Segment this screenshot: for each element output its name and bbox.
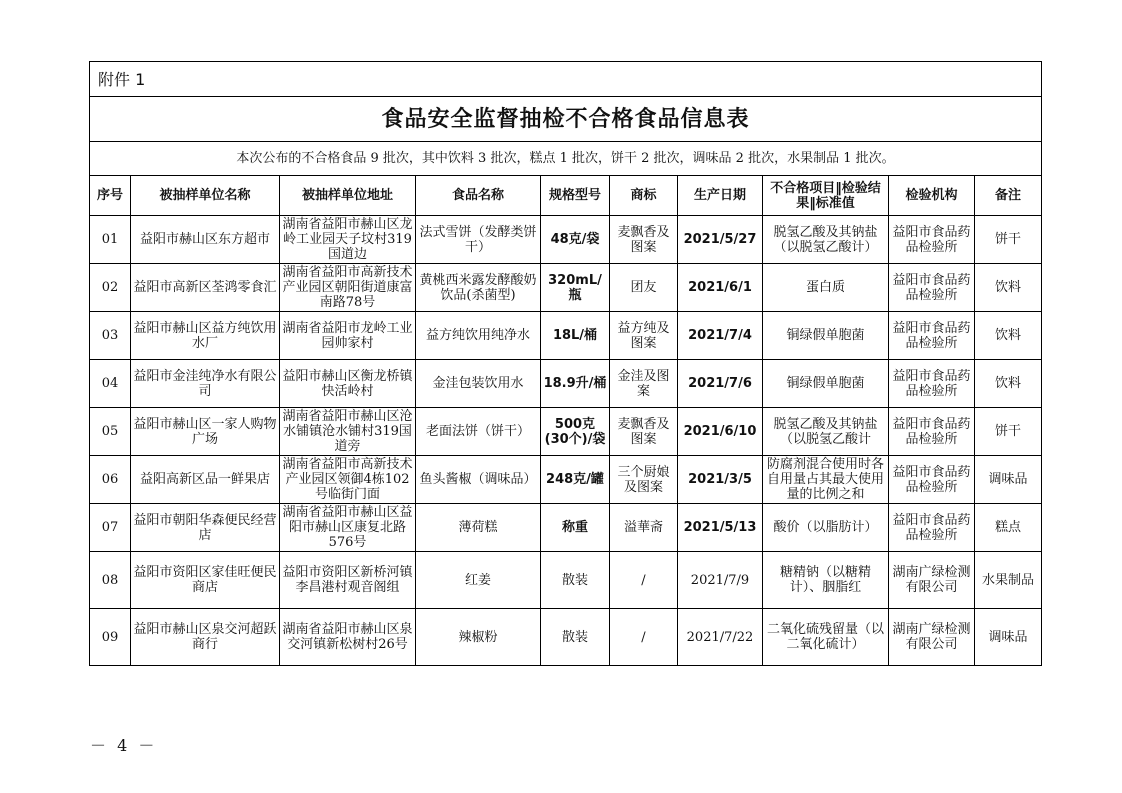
cell-item: 铜绿假单胞菌 [763,360,889,408]
cell-no: 07 [90,504,131,552]
cell-agency: 益阳市食品药品检验所 [889,456,975,504]
cell-address: 湖南省益阳市赫山区龙岭工业园天子坟村319国道边 [280,216,416,264]
cell-unit: 益阳市朝阳华森便民经营店 [131,504,280,552]
cell-brand: 溢華斋 [610,504,678,552]
info-table [89,61,1042,666]
cell-no: 06 [90,456,131,504]
table-row [90,408,1042,456]
col-header-food: 食品名称 [416,176,541,216]
cell-address: 湖南省益阳市赫山区益阳市赫山区康复北路576号 [280,504,416,552]
cell-agency: 益阳市食品药品检验所 [889,504,975,552]
cell-spec: 248克/罐 [541,456,610,504]
cell-unit: 益阳市高新区荃鸿零食汇 [131,264,280,312]
cell-note: 调味品 [975,609,1042,666]
cell-address: 湖南省益阳市高新技术产业园区朝阳街道康富南路78号 [280,264,416,312]
cell-brand: 三个厨娘及图案 [610,456,678,504]
cell-unit: 益阳市赫山区一家人购物广场 [131,408,280,456]
cell-no: 09 [90,609,131,666]
cell-agency: 益阳市食品药品检验所 [889,312,975,360]
table-row [90,216,1042,264]
cell-food: 老面法饼（饼干） [416,408,541,456]
cell-spec: 320mL/瓶 [541,264,610,312]
cell-note: 饼干 [975,408,1042,456]
cell-food: 红姜 [416,552,541,609]
col-header-note: 备注 [975,176,1042,216]
table-row [90,312,1042,360]
cell-address: 湖南省益阳市赫山区泉交河镇新松树村26号 [280,609,416,666]
cell-brand: 团友 [610,264,678,312]
cell-unit: 益阳市金洼纯净水有限公司 [131,360,280,408]
cell-agency: 益阳市食品药品检验所 [889,264,975,312]
cell-item: 脱氢乙酸及其钠盐（以脱氢乙酸计） [763,216,889,264]
cell-spec: 散装 [541,552,610,609]
cell-food: 黄桃西米露发酵酸奶饮品(杀菌型) [416,264,541,312]
cell-brand: / [610,609,678,666]
cell-food: 鱼头酱椒（调味品） [416,456,541,504]
cell-spec: 18.9升/桶 [541,360,610,408]
col-header-unit: 被抽样单位名称 [131,176,280,216]
table-row [90,609,1042,666]
cell-item: 糖精钠（以糖精计）、胭脂红 [763,552,889,609]
col-header-date: 生产日期 [678,176,763,216]
cell-date: 2021/7/22 [678,609,763,666]
cell-no: 04 [90,360,131,408]
cell-item: 铜绿假单胞菌 [763,312,889,360]
cell-item: 防腐剂混合使用时各自用量占其最大使用量的比例之和 [763,456,889,504]
cell-note: 饮料 [975,360,1042,408]
cell-food: 益方纯饮用纯净水 [416,312,541,360]
cell-note: 饮料 [975,312,1042,360]
cell-food: 辣椒粉 [416,609,541,666]
cell-address: 湖南省益阳市龙岭工业园帅家村 [280,312,416,360]
cell-brand: 益方纯及图案 [610,312,678,360]
cell-item: 酸价（以脂肪计） [763,504,889,552]
cell-date: 2021/7/6 [678,360,763,408]
cell-food: 法式雪饼（发酵类饼干） [416,216,541,264]
cell-address: 益阳市资阳区新桥河镇李昌港村观音阁组 [280,552,416,609]
cell-unit: 益阳市赫山区东方超市 [131,216,280,264]
cell-item: 蛋白质 [763,264,889,312]
cell-no: 02 [90,264,131,312]
cell-item: 二氧化硫残留量（以二氧化硫计） [763,609,889,666]
col-header-item: 不合格项目‖检验结果‖标准值 [763,176,889,216]
cell-brand: 金洼及图案 [610,360,678,408]
col-header-brand: 商标 [610,176,678,216]
cell-date: 2021/5/27 [678,216,763,264]
cell-note: 水果制品 [975,552,1042,609]
cell-food: 金洼包装饮用水 [416,360,541,408]
cell-date: 2021/3/5 [678,456,763,504]
cell-address: 湖南省益阳市高新技术产业园区领御4栋102号临街门面 [280,456,416,504]
cell-agency: 湖南广绿检测有限公司 [889,609,975,666]
cell-date: 2021/7/4 [678,312,763,360]
document-sheet [89,61,1041,666]
cell-note: 饼干 [975,216,1042,264]
cell-brand: / [610,552,678,609]
cell-item: 脱氢乙酸及其钠盐（以脱氢乙酸计 [763,408,889,456]
cell-food: 薄荷糕 [416,504,541,552]
col-header-agency: 检验机构 [889,176,975,216]
cell-unit: 益阳市资阳区家佳旺便民商店 [131,552,280,609]
cell-note: 糕点 [975,504,1042,552]
cell-date: 2021/5/13 [678,504,763,552]
cell-spec: 500克(30个)/袋 [541,408,610,456]
cell-agency: 湖南广绿检测有限公司 [889,552,975,609]
cell-agency: 益阳市食品药品检验所 [889,408,975,456]
col-header-spec: 规格型号 [541,176,610,216]
summary-text: 本次公布的不合格食品 9 批次，其中饮料 3 批次，糕点 1 批次，饼干 2 批次，调味品 2 批次，水果制品 1 批次。 [90,142,1042,176]
cell-agency: 益阳市食品药品检验所 [889,360,975,408]
cell-spec: 48克/袋 [541,216,610,264]
cell-spec: 称重 [541,504,610,552]
cell-no: 03 [90,312,131,360]
page-title: 食品安全监督抽检不合格食品信息表 [90,97,1042,142]
cell-note: 调味品 [975,456,1042,504]
cell-spec: 18L/桶 [541,312,610,360]
cell-date: 2021/6/1 [678,264,763,312]
table-row [90,504,1042,552]
col-header-address: 被抽样单位地址 [280,176,416,216]
col-header-no: 序号 [90,176,131,216]
cell-address: 益阳市赫山区衡龙桥镇快活岭村 [280,360,416,408]
table-row [90,552,1042,609]
cell-unit: 益阳市赫山区益方纯饮用水厂 [131,312,280,360]
cell-brand: 麦飘香及图案 [610,408,678,456]
cell-note: 饮料 [975,264,1042,312]
cell-no: 08 [90,552,131,609]
cell-agency: 益阳市食品药品检验所 [889,216,975,264]
cell-brand: 麦飘香及图案 [610,216,678,264]
cell-date: 2021/6/10 [678,408,763,456]
cell-address: 湖南省益阳市赫山区沧水铺镇沧水铺村319国道旁 [280,408,416,456]
table-row [90,456,1042,504]
table-row [90,264,1042,312]
cell-unit: 益阳高新区品一鲜果店 [131,456,280,504]
cell-no: 05 [90,408,131,456]
cell-unit: 益阳市赫山区泉交河超跃商行 [131,609,280,666]
table-row [90,360,1042,408]
cell-spec: 散装 [541,609,610,666]
cell-date: 2021/7/9 [678,552,763,609]
page-number: － 4 － [90,736,158,755]
cell-no: 01 [90,216,131,264]
annex-label: 附件 1 [90,62,1042,97]
header-row [90,176,1042,216]
